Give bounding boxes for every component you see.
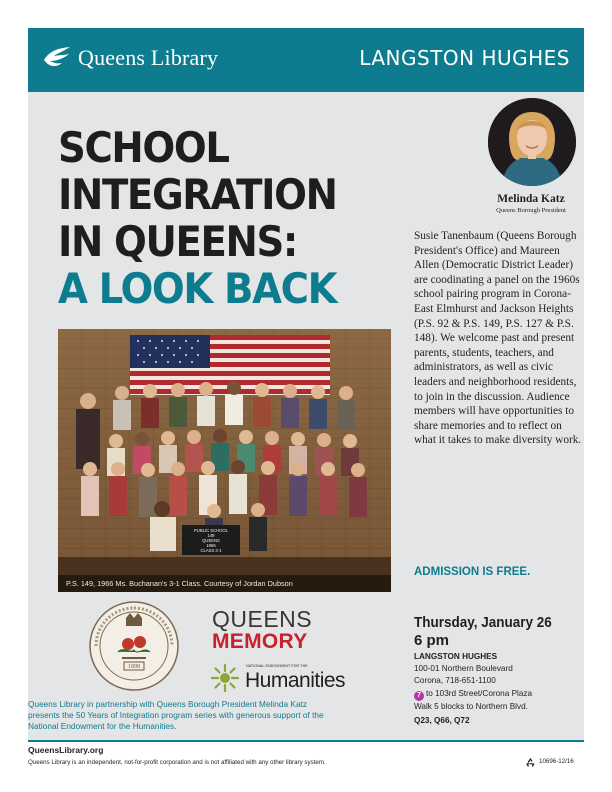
bird-icon xyxy=(42,44,72,72)
class-photo xyxy=(58,329,391,592)
admission-note: ADMISSION IS FREE. xyxy=(414,566,531,578)
neh-tagline: NATIONAL ENDOWMENT FOR THE xyxy=(246,664,308,668)
neh-sunburst-icon xyxy=(210,663,240,693)
sign-text-5: CLASS 3-1 xyxy=(200,548,222,553)
queens-memory-top: QUEENS xyxy=(212,606,313,632)
address-line-1: 100-01 Northern Boulevard xyxy=(414,664,513,673)
train-directions xyxy=(414,689,532,701)
logo-text: Queens Library xyxy=(78,45,219,70)
event-date: Thursday, January 26 xyxy=(414,614,552,631)
speaker-portrait xyxy=(488,98,576,186)
speaker-name: Melinda Katz xyxy=(497,193,565,205)
borough-seal-icon xyxy=(88,600,180,692)
footer-divider xyxy=(28,740,584,742)
flyer-code: 10696-12/16 xyxy=(539,758,574,765)
queens-memory-bottom: MEMORY xyxy=(212,630,308,653)
bus-routes: Q23, Q66, Q72 xyxy=(414,716,470,725)
recycle-icon xyxy=(525,757,536,768)
sign-text-2: 149 xyxy=(207,533,215,538)
headline-line-2: INTEGRATION xyxy=(58,170,337,219)
event-venue: LANGSTON HUGHES xyxy=(414,652,498,661)
event-description: Susie Tanenbaum (Queens Borough President's Office) and Maureen Allen (Democratic District Leader) are coodinating a panel on the 1960s school pairing program in Corona-East Elmhurst and Jackson Heights (P.S. 92 & P.S. 149, P.S. 127 & P.S. 148). We welcome past and present parents, students, teachers, and administrators, as well as civic leaders and neighborhood residents, to join in the discussion. Audience members will have opportunities to share memories and to reflect on what it takes to make diversity work. xyxy=(414,230,582,447)
branch-title: LANGSTON HUGHES xyxy=(359,46,570,70)
headline xyxy=(58,124,362,312)
portrait-image xyxy=(488,98,576,186)
sign-text-3: QUEENS xyxy=(202,538,220,543)
class-sign xyxy=(182,525,240,555)
neh-wordmark: Humanities xyxy=(245,669,346,692)
seal-year: 1898 xyxy=(128,664,140,670)
train-directions-text: to 103rd Street/Corona Plaza xyxy=(426,689,533,698)
sign-text-4: 1966 xyxy=(206,543,216,548)
class-photo-image xyxy=(58,329,391,592)
address-line-2: Corona, 718-651-1100 xyxy=(414,676,496,685)
headline-line-1: SCHOOL xyxy=(58,123,229,172)
queens-library-logo[interactable] xyxy=(42,44,218,72)
header-bar xyxy=(28,28,584,92)
event-time: 6 pm xyxy=(414,632,450,649)
headline-line-3: IN QUEENS: xyxy=(58,217,298,266)
sign-text-1: PUBLIC SCHOOL xyxy=(194,528,228,533)
queens-memory-logo[interactable] xyxy=(212,607,312,653)
footer-disclaimer: Queens Library is an independent, not-for-profit corporation and is not affiliated with any other library system. xyxy=(28,759,326,766)
partnership-note: Queens Library in partnership with Queens Borough President Melinda Katz presents the 50 Years of Integration program series with generous support of the National Endowment for the Humanities. xyxy=(28,699,324,731)
headline-line-4: A LOOK BACK xyxy=(58,264,337,313)
walk-directions: Walk 5 blocks to Northern Blvd. xyxy=(414,702,528,711)
website-link[interactable]: QueensLibrary.org xyxy=(28,745,104,755)
photo-caption: P.S. 149, 1966 Ms. Buchanan's 3-1 Class. Courtesy of Jordan Dubson xyxy=(58,575,391,592)
train-7-icon: 7 xyxy=(414,691,424,701)
speaker-title: Queens Borough President xyxy=(496,207,566,214)
